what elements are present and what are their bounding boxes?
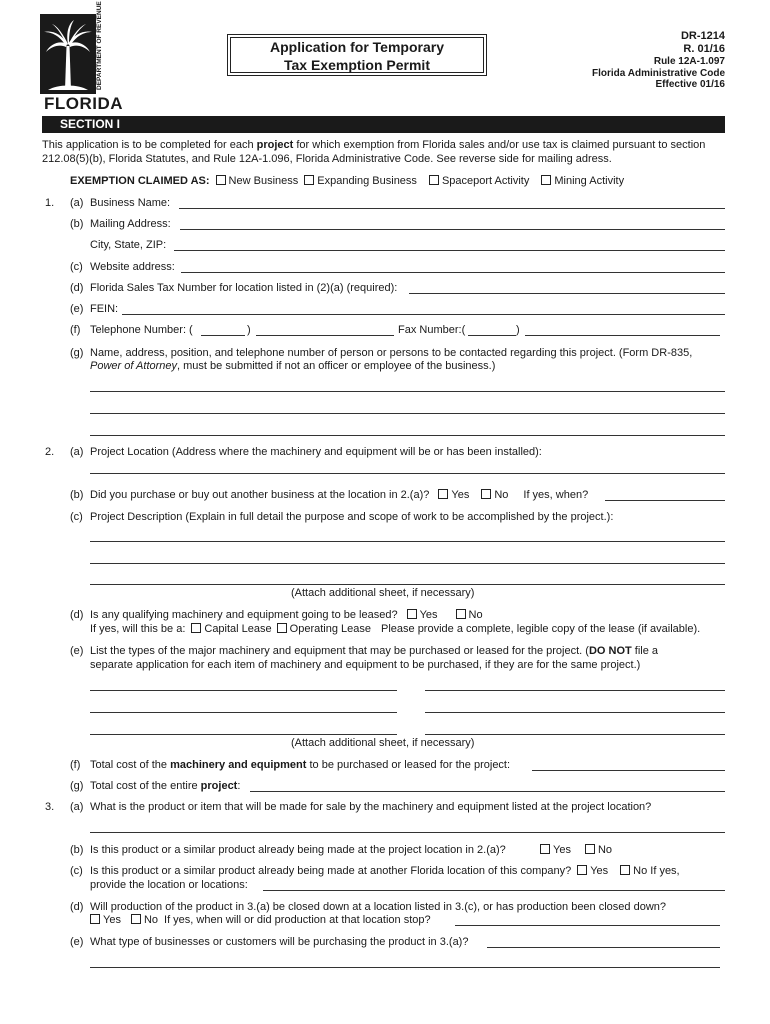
attach-note-2: (Attach additional sheet, if necessary)	[291, 737, 475, 749]
section-header: SECTION I	[42, 116, 725, 133]
checkbox-spaceport-activity[interactable]	[429, 175, 439, 185]
contact-field-line-2[interactable]	[90, 413, 725, 414]
form-code-block	[592, 30, 725, 91]
q2c-row: (c) Project Description (Explain in full detail the purpose and scope of work to be accomplished by the project.):	[70, 511, 614, 523]
checkbox-q2d-no[interactable]	[456, 609, 466, 619]
q1b-row: (b) Mailing Address:	[0, 217, 770, 231]
checkbox-expanding-business[interactable]	[304, 175, 314, 185]
checkbox-q3d-no[interactable]	[131, 914, 141, 924]
project-description-line-3[interactable]	[90, 584, 725, 585]
project-description-line-2[interactable]	[90, 563, 725, 564]
fein-field[interactable]	[122, 314, 725, 315]
form-title: Application for Temporary Tax Exemption Permit	[227, 34, 487, 76]
phone-area-code-field[interactable]	[201, 335, 245, 336]
logo-state-text: FLORIDA	[44, 94, 124, 113]
q3e-row: (e) What type of businesses or customers will be purchasing the product in 3.(a)?	[0, 935, 770, 949]
exemption-label: EXEMPTION CLAIMED AS:	[70, 175, 210, 187]
checkbox-q3b-no[interactable]	[585, 844, 595, 854]
fax-number-field[interactable]	[525, 335, 720, 336]
sales-tax-number-field[interactable]	[409, 293, 725, 294]
city-state-zip-field[interactable]	[174, 250, 725, 251]
equipment-list-left-3[interactable]	[90, 734, 397, 735]
q2f-row: (f) Total cost of the machinery and equipment to be purchased or leased for the project:	[0, 758, 770, 772]
business-name-field[interactable]	[179, 208, 725, 209]
equipment-list-left-1[interactable]	[90, 690, 397, 691]
checkbox-q2d-yes[interactable]	[407, 609, 417, 619]
mailing-address-field[interactable]	[180, 229, 725, 230]
equipment-list-right-3[interactable]	[425, 734, 725, 735]
q3b-row: (b) Is this product or a similar product already being made at the project location in 2.(a)? Yes No	[70, 844, 613, 856]
q2a-row: 2. (a) Project Location (Address where the machinery and equipment will be or has been installed):	[45, 446, 542, 458]
form-number: DR-1214	[680, 30, 725, 42]
checkbox-mining-activity[interactable]	[541, 175, 551, 185]
q3d-row-2: Yes No If yes, when will or did production at that location stop?	[0, 913, 770, 927]
q3c-row-2: provide the location or locations:	[0, 878, 770, 892]
q2b-row: (b) Did you purchase or buy out another business at the location in 2.(a)? Yes No If yes, when?	[0, 488, 770, 502]
checkbox-q3d-yes[interactable]	[90, 914, 100, 924]
phone-number-field[interactable]	[256, 335, 394, 336]
checkbox-q3c-no[interactable]	[620, 865, 630, 875]
form-revision: R. 01/16	[683, 43, 725, 55]
equipment-list-left-2[interactable]	[90, 712, 397, 713]
contact-field-line-1[interactable]	[90, 391, 725, 392]
q2g-row: (g) Total cost of the entire project:	[0, 779, 770, 793]
q1g-row: (g) Name, address, position, and telephone number of person or persons to be contacted regarding this project. (Form DR-835,	[70, 347, 693, 359]
form-code: Florida Administrative Code	[592, 67, 725, 79]
product-field[interactable]	[90, 832, 725, 833]
contact-field-line-3[interactable]	[90, 435, 725, 436]
florida-dor-logo	[40, 1, 124, 113]
project-description-line-1[interactable]	[90, 541, 725, 542]
form-effective: Effective 01/16	[655, 79, 725, 90]
checkbox-new-business[interactable]	[216, 175, 226, 185]
project-location-field[interactable]	[90, 473, 725, 474]
q2e-row: (e) List the types of the major machinery and equipment that may be purchased or leased for the project. (DO NOT file a	[70, 645, 659, 657]
q2d-row-2: If yes, will this be a: Capital Lease Operating Lease Please provide a complete, legible copy of the lease (if available).	[90, 623, 701, 635]
palm-tree-icon	[40, 14, 96, 94]
intro-paragraph: This application is to be completed for each project for which exemption from Florida sales and/or use tax is claimed pursuant to section 212.08(5)(b), Florida Statutes, and Rule 12A-1.096, Florida Administrative Code. See reverse side for mailing adress.	[42, 139, 706, 165]
q1b2-row: City, State, ZIP:	[0, 238, 770, 252]
q1f-row: (f) Telephone Number: ( ) Fax Number:( )	[0, 323, 770, 337]
q1a-row: 1. (a) Business Name:	[0, 196, 770, 210]
form-rule: Rule 12A-1.097	[653, 56, 725, 67]
production-stop-date-field[interactable]	[455, 925, 720, 926]
customer-type-field-line-2[interactable]	[90, 967, 720, 968]
q1c-row: (c) Website address:	[0, 260, 770, 274]
q2e-row-2: separate application for each item of machinery and equipment to be purchased, if they are for the same project.)	[90, 659, 641, 671]
checkbox-q2b-yes[interactable]	[438, 489, 448, 499]
website-field[interactable]	[181, 272, 725, 273]
q3d-row: (d) Will production of the product in 3.(a) be closed down at a location listed in 3.(c), or has production been closed down?	[70, 901, 666, 913]
customer-type-field[interactable]	[487, 947, 720, 948]
project-cost-field[interactable]	[250, 791, 725, 792]
equipment-list-right-2[interactable]	[425, 712, 725, 713]
q1g-row-2: Power of Attorney, must be submitted if not an officer or employee of the business.)	[90, 360, 496, 372]
machinery-cost-field[interactable]	[532, 770, 725, 771]
checkbox-capital-lease[interactable]	[191, 623, 201, 633]
checkbox-q3b-yes[interactable]	[540, 844, 550, 854]
q3a-row: 3. (a) What is the product or item that will be made for sale by the machinery and equipment listed at the project location?	[45, 801, 652, 813]
checkbox-q2b-no[interactable]	[481, 489, 491, 499]
purchase-date-field[interactable]	[605, 500, 725, 501]
logo-agency-text: DEPARTMENT OF REVENUE	[96, 1, 103, 90]
q3c-row: (c) Is this product or a similar product already being made at another Florida location of this company? Yes No If yes,	[70, 865, 680, 877]
exemption-row: EXEMPTION CLAIMED AS: New Business Expanding Business Spaceport Activity Mining Activity	[70, 175, 625, 187]
fax-area-code-field[interactable]	[468, 335, 516, 336]
other-locations-field[interactable]	[263, 890, 725, 891]
checkbox-q3c-yes[interactable]	[577, 865, 587, 875]
q1e-row: (e) FEIN:	[0, 302, 770, 316]
equipment-list-right-1[interactable]	[425, 690, 725, 691]
q1d-row: (d) Florida Sales Tax Number for location listed in (2)(a) (required):	[0, 281, 770, 295]
attach-note-1: (Attach additional sheet, if necessary)	[291, 587, 475, 599]
q2d-row: (d) Is any qualifying machinery and equipment going to be leased? Yes No	[70, 609, 483, 621]
checkbox-operating-lease[interactable]	[277, 623, 287, 633]
